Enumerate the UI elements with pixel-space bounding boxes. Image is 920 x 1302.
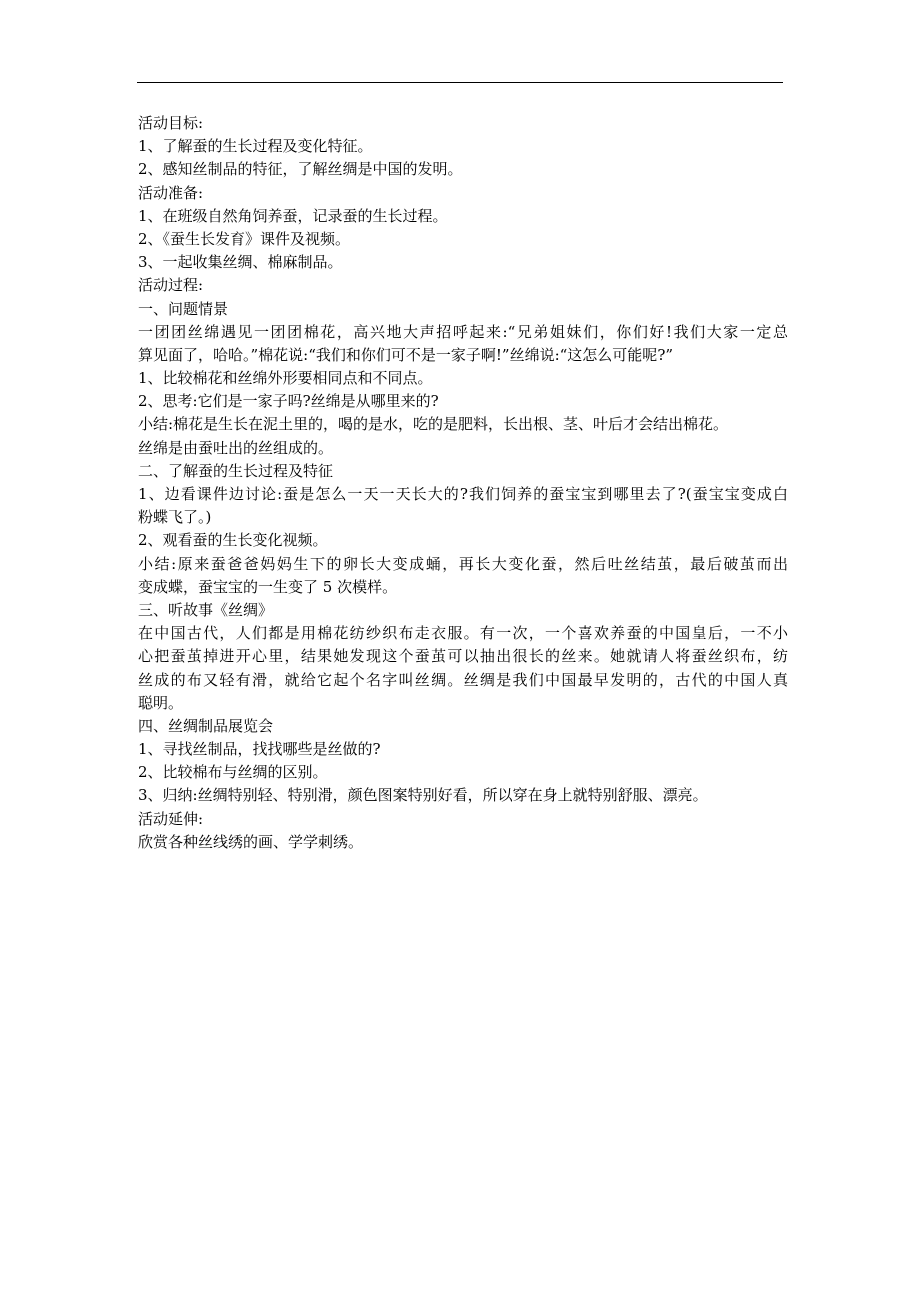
paragraph-line: 心把蚕茧掉进开心里，结果她发现这个蚕茧可以抽出很长的丝来。她就请人将蚕丝织布，纺 [138, 647, 788, 666]
paragraph-line: 聪明。 [138, 693, 184, 712]
subheading-story: 三、听故事《丝绸》 [138, 600, 274, 619]
goal-item-2: 2、感知丝制品的特征，了解丝绸是中国的发明。 [138, 160, 463, 179]
subheading-silk-exhibition: 四、丝绸制品展览会 [138, 716, 274, 735]
preparation-item-2: 2、《蚕生长发育》课件及视频。 [138, 229, 351, 248]
list-item: 2、比较棉布与丝绸的区别。 [138, 763, 328, 782]
list-item: 1、比较棉花和丝绵外形要相同点和不同点。 [138, 369, 433, 388]
section-heading-goals: 活动目标: [138, 114, 204, 132]
list-item: 2、观看蚕的生长变化视频。 [138, 531, 328, 550]
summary-line: 小结:棉花是生长在泥土里的，喝的是水，吃的是肥料，长出根、茎、叶后才会结出棉花。 [138, 415, 729, 434]
list-item: 3、归纳:丝绸特别轻、特别滑，颜色图案特别好看，所以穿在身上就特别舒服、漂亮。 [138, 786, 708, 805]
paragraph-line: 一团团丝绵遇见一团团棉花，高兴地大声招呼起来:“兄弟姐妹们，你们好!我们大家一定总 [138, 322, 788, 341]
preparation-item-3: 3、一起收集丝绸、棉麻制品。 [138, 253, 343, 272]
section-heading-preparation: 活动准备: [138, 183, 204, 202]
goal-item-1: 1、了解蚕的生长过程及变化特征。 [138, 137, 373, 156]
list-item: 1、边看课件边讨论:蚕是怎么一天一天长大的?我们饲养的蚕宝宝到哪里去了?(蚕宝宝变成白 [138, 485, 788, 503]
paragraph-line: 丝成的布又轻有滑，就给它起个名字叫丝绸。丝绸是我们中国最早发明的，古代的中国人真 [138, 670, 788, 689]
summary-line: 小结:原来蚕爸爸妈妈生下的卵长大变成蛹，再长大变化蚕，然后吐丝结茧，最后破茧而出 [138, 554, 788, 573]
subheading-problem-scenario: 一、问题情景 [138, 299, 229, 318]
section-heading-process: 活动过程: [138, 276, 204, 295]
summary-line: 丝绵是由蚕吐出的丝组成的。 [138, 438, 334, 457]
header-rule [137, 82, 783, 83]
paragraph-line: 算见面了，哈哈。”棉花说:“我们和你们可不是一家子啊!”丝绵说:“这怎么可能呢?” [138, 345, 674, 364]
subheading-silkworm-growth: 二、了解蚕的生长过程及特征 [138, 461, 334, 480]
extension-item: 欣赏各种丝线绣的画、学学刺绣。 [138, 832, 364, 851]
list-item: 2、思考:它们是一家子吗?丝绵是从哪里来的? [138, 392, 439, 411]
preparation-item-1: 1、在班级自然角饲养蚕，记录蚕的生长过程。 [138, 206, 448, 225]
summary-line: 变成蝶，蚕宝宝的一生变了 5 次模样。 [138, 577, 398, 596]
list-item: 1、寻找丝制品，找找哪些是丝做的? [138, 740, 381, 759]
list-item-continuation: 粉蝶飞了。) [138, 508, 212, 527]
section-heading-extension: 活动延伸: [138, 809, 204, 828]
document-body [138, 112, 788, 854]
paragraph-line: 在中国古代，人们都是用棉花纺纱织布走衣服。有一次，一个喜欢养蚕的中国皇后，一不小 [138, 624, 788, 643]
